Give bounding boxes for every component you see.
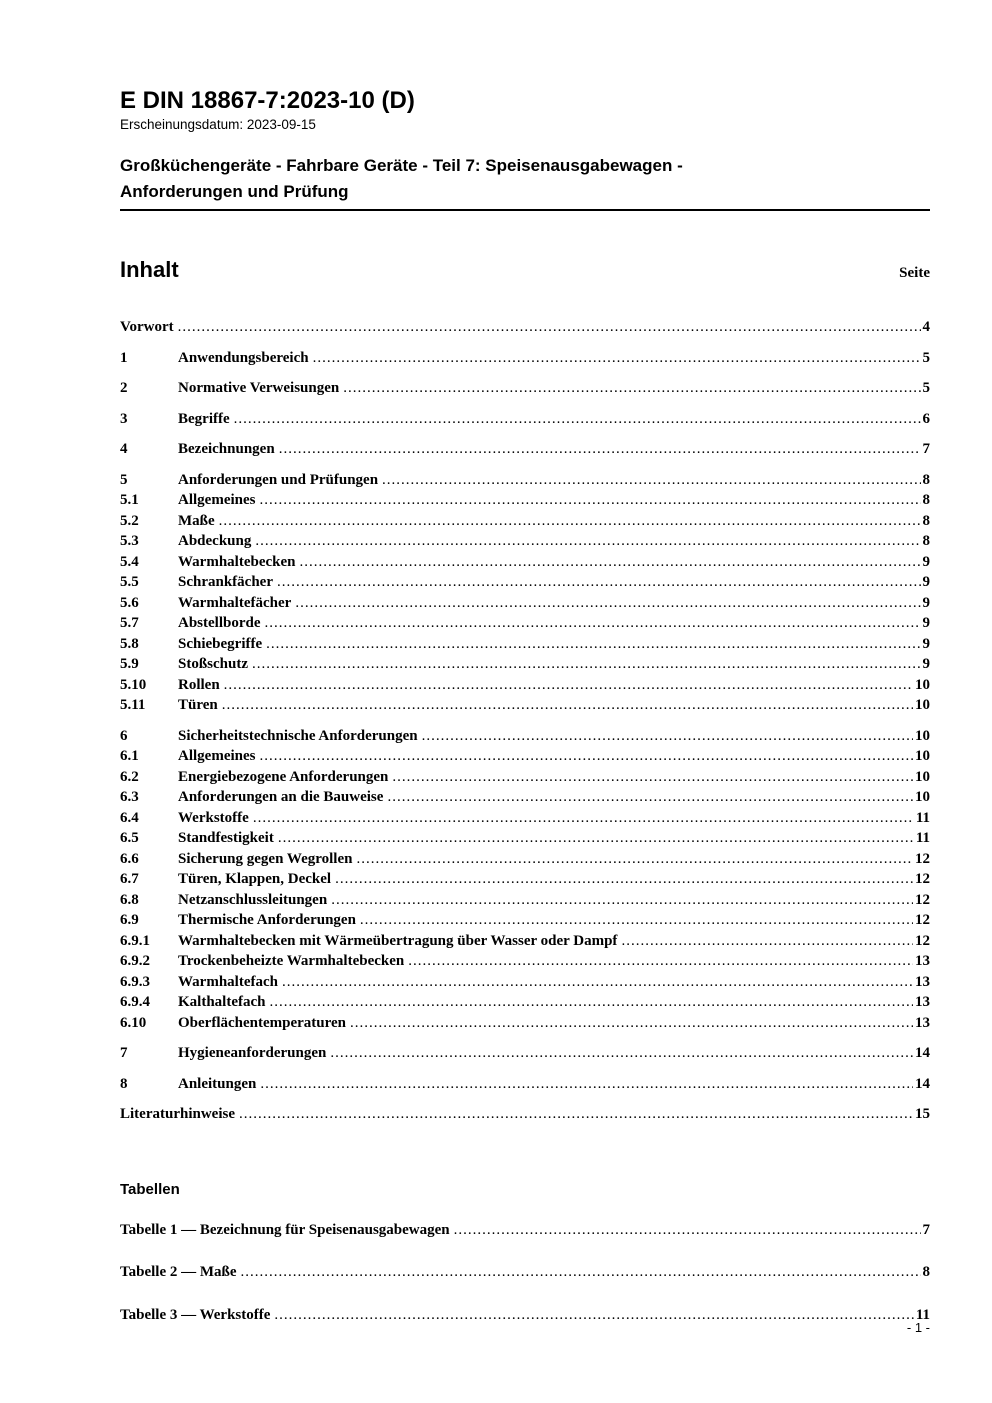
toc-leader-dots (382, 470, 920, 491)
toc-entry-number: 3 (120, 410, 128, 427)
toc-entry (120, 746, 930, 767)
toc-entry-page: 12 (915, 891, 930, 908)
toc-entry-title: Anforderungen und Prüfungen (178, 471, 379, 488)
toc-leader-dots (279, 439, 921, 460)
page-footer (907, 1320, 930, 1335)
toc-leader-dots (219, 511, 921, 532)
toc-entry-title: Maße (178, 512, 215, 529)
toc-leader-dots (387, 787, 913, 808)
toc-leader-dots (274, 1305, 913, 1326)
toc-entry-title: Warmhaltefach (178, 973, 278, 990)
toc-leader-dots (408, 951, 913, 972)
toc-entry-title: Thermische Anforderungen (178, 912, 356, 929)
toc-entry (120, 726, 930, 747)
toc-leader-dots (282, 972, 913, 993)
toc-entry-page: 10 (915, 697, 930, 714)
table-list-entry (120, 1220, 930, 1241)
tables-list (120, 1220, 930, 1326)
toc-entry-number: 6.6 (120, 850, 139, 867)
toc-entry-title: Vorwort (120, 319, 174, 336)
toc-leader-dots (255, 531, 920, 552)
toc-entry-number: 5.4 (120, 553, 139, 570)
toc-entry-title: Stoßschutz (178, 656, 249, 673)
toc-entry (120, 767, 930, 788)
toc-entry-number: 6.1 (120, 748, 139, 765)
toc-entry-number: 5.2 (120, 512, 139, 529)
toc-leader-dots (300, 552, 921, 573)
toc-entry (120, 470, 930, 491)
toc-leader-dots (241, 1262, 921, 1283)
toc-leader-dots (621, 931, 913, 952)
toc-entry-number: 6.8 (120, 891, 139, 908)
toc-entry-title: Kalthaltefach (178, 994, 266, 1011)
toc-leader-dots (295, 593, 920, 614)
toc-entry-title: Oberflächentemperaturen (178, 1014, 347, 1031)
toc-leader-dots (454, 1220, 921, 1241)
toc-entry (120, 787, 930, 808)
toc-leader-dots (392, 767, 913, 788)
toc-entry-page: 12 (915, 912, 930, 929)
toc-entry-page: 4 (922, 319, 930, 336)
toc-entry-number: 5.7 (120, 615, 139, 632)
toc-entry-title: Standfestigkeit (178, 830, 274, 847)
document-subtitle (120, 153, 930, 204)
toc-leader-dots (252, 654, 920, 675)
toc-entry-page: 10 (915, 676, 930, 693)
toc-leader-dots (278, 828, 914, 849)
header-rule (120, 209, 930, 211)
toc-entry-page: 8 (922, 533, 930, 550)
toc-leader-dots (356, 849, 913, 870)
toc-entry (120, 654, 930, 675)
toc-entry-page: 8 (922, 1264, 930, 1281)
toc-leader-dots (224, 675, 913, 696)
toc-leader-dots (178, 317, 921, 338)
toc-entry (120, 849, 930, 870)
toc-entry-page: 11 (915, 830, 930, 847)
toc-entry-page: 10 (915, 789, 930, 806)
toc-entry-title: Literaturhinweise (120, 1106, 235, 1123)
toc-entry-number: 6.9.2 (120, 953, 150, 970)
toc-entry-title: Schrankfächer (178, 574, 273, 591)
toc-leader-dots (313, 348, 921, 369)
toc-leader-dots (343, 378, 920, 399)
toc-leader-dots (266, 634, 920, 655)
toc-page-label: Seite (899, 265, 930, 282)
toc-entry-title: Begriffe (178, 410, 230, 427)
toc-entry (120, 552, 930, 573)
toc-entry-number: 5.8 (120, 635, 139, 652)
toc-entry-title: Rollen (178, 676, 220, 693)
toc-entry (120, 828, 930, 849)
toc-entry-page: 13 (915, 953, 930, 970)
tables-heading: Tabellen (120, 1180, 180, 1198)
toc-entry (120, 572, 930, 593)
toc-entry-page: 8 (922, 492, 930, 509)
toc-entry (120, 531, 930, 552)
toc-entry-title: Anwendungsbereich (178, 349, 309, 366)
table-of-contents (120, 257, 930, 1325)
toc-leader-dots (270, 992, 914, 1013)
toc-leader-dots (259, 490, 920, 511)
toc-entry-title: Sicherheitstechnische Anforderungen (178, 727, 418, 744)
toc-entry-title: Bezeichnungen (178, 441, 275, 458)
toc-entry-page: 9 (922, 574, 930, 591)
toc-list (120, 317, 930, 1125)
toc-entry-page: 11 (915, 809, 930, 826)
toc-entry-number: 5.6 (120, 594, 139, 611)
toc-entry (120, 634, 930, 655)
toc-entry-title: Abstellborde (178, 615, 261, 632)
toc-entry-page: 7 (922, 441, 930, 458)
toc-entry-title: Türen (178, 697, 218, 714)
toc-entry-page: 10 (915, 768, 930, 785)
toc-entry-title: Werkstoffe (178, 809, 249, 826)
toc-entry (120, 869, 930, 890)
toc-entry (120, 951, 930, 972)
toc-entry (120, 972, 930, 993)
toc-entry-number: 6 (120, 727, 128, 744)
toc-leader-dots (259, 746, 913, 767)
toc-entry-title: Trockenbeheizte Warmhaltebecken (178, 953, 405, 970)
toc-entry (120, 1074, 930, 1095)
toc-entry-number: 5.3 (120, 533, 139, 550)
toc-entry-title: Warmhaltefächer (178, 594, 292, 611)
toc-entry-number: 6.3 (120, 789, 139, 806)
toc-entry (120, 613, 930, 634)
publication-date: Erscheinungsdatum: 2023-09-15 (120, 117, 316, 133)
toc-entry (120, 378, 930, 399)
toc-entry-page: 8 (922, 512, 930, 529)
document-subtitle-line2: Anforderungen und Prüfung (120, 181, 349, 201)
toc-entry-page: 9 (922, 656, 930, 673)
toc-entry (120, 593, 930, 614)
toc-entry-page: 5 (922, 380, 930, 397)
document-title: E DIN 18867-7:2023-10 (D) (120, 87, 415, 114)
toc-entry-title: Hygieneanforderungen (178, 1045, 327, 1062)
toc-entry-number: 6.2 (120, 768, 139, 785)
toc-entry-number: 6.4 (120, 809, 139, 826)
toc-entry (120, 890, 930, 911)
document-header (120, 88, 930, 211)
toc-entry-title: Energiebezogene Anforderungen (178, 768, 389, 785)
toc-leader-dots (330, 1043, 913, 1064)
toc-entry-page: 8 (922, 471, 930, 488)
table-list-entry (120, 1262, 930, 1283)
toc-entry-number: 6.5 (120, 830, 139, 847)
toc-entry (120, 695, 930, 716)
toc-entry-number: 6.9.3 (120, 973, 150, 990)
toc-leader-dots (277, 572, 921, 593)
toc-entry-title: Sicherung gegen Wegrollen (178, 850, 353, 867)
toc-entry-number: 7 (120, 1045, 128, 1062)
toc-entry-number: 5 (120, 471, 128, 488)
toc-entry-number: 6.9 (120, 912, 139, 929)
toc-leader-dots (265, 613, 921, 634)
toc-entry-number: 5.9 (120, 656, 139, 673)
toc-leader-dots (422, 726, 913, 747)
toc-entry-number: 6.7 (120, 871, 139, 888)
toc-entry (120, 317, 930, 338)
toc-leader-dots (239, 1104, 913, 1125)
document-subtitle-line1: Großküchengeräte - Fahrbare Geräte - Teil 7: Speisenausgabewagen - (120, 156, 683, 176)
toc-leader-dots (331, 890, 913, 911)
toc-entry-number: 6.9.4 (120, 994, 150, 1011)
toc-entry (120, 439, 930, 460)
toc-entry-page: 9 (922, 615, 930, 632)
toc-entry-page: 13 (915, 1014, 930, 1031)
toc-entry-number: 2 (120, 380, 128, 397)
toc-entry-page: 12 (915, 871, 930, 888)
toc-entry-page: 5 (922, 349, 930, 366)
toc-entry-title: Allgemeines (178, 748, 256, 765)
toc-entry-number: 5.1 (120, 492, 139, 509)
toc-entry-number: 8 (120, 1075, 128, 1092)
toc-entry-number: 4 (120, 441, 128, 458)
toc-entry-page: 13 (915, 994, 930, 1011)
toc-entry-title: Schiebegriffe (178, 635, 263, 652)
toc-entry-title: Anforderungen an die Bauweise (178, 789, 384, 806)
toc-leader-dots (350, 1013, 913, 1034)
toc-entry (120, 1043, 930, 1064)
toc-entry (120, 808, 930, 829)
toc-entry-page: 6 (922, 410, 930, 427)
toc-leader-dots (234, 409, 921, 430)
toc-entry-number: 6.9.1 (120, 932, 150, 949)
toc-entry-page: 7 (922, 1221, 930, 1238)
toc-heading: Inhalt (120, 257, 179, 283)
table-list-entry (120, 1305, 930, 1326)
toc-entry-page: 14 (915, 1075, 930, 1092)
toc-entry-page: 15 (915, 1106, 930, 1123)
toc-entry-title: Tabelle 1 — Bezeichnung für Speisenausgabewagen (120, 1221, 450, 1238)
toc-entry-number: 5.10 (120, 676, 147, 693)
toc-entry-title: Tabelle 2 — Maße (120, 1264, 237, 1281)
toc-entry (120, 1013, 930, 1034)
toc-entry-page: 11 (915, 1306, 930, 1323)
toc-entry (120, 511, 930, 532)
toc-entry-page: 9 (922, 635, 930, 652)
toc-entry-page: 12 (915, 932, 930, 949)
toc-entry (120, 409, 930, 430)
toc-entry-page: 9 (922, 553, 930, 570)
toc-entry-number: 1 (120, 349, 128, 366)
toc-entry (120, 675, 930, 696)
toc-header-row (120, 257, 930, 283)
toc-entry-page: 9 (922, 594, 930, 611)
toc-entry-title: Abdeckung (178, 533, 252, 550)
toc-entry-title: Allgemeines (178, 492, 256, 509)
toc-leader-dots (253, 808, 914, 829)
toc-leader-dots (222, 695, 913, 716)
toc-entry (120, 1104, 930, 1125)
toc-entry-title: Anleitungen (178, 1075, 257, 1092)
toc-entry-page: 12 (915, 850, 930, 867)
toc-entry-title: Normative Verweisungen (178, 380, 340, 397)
toc-leader-dots (360, 910, 913, 931)
toc-entry-title: Warmhaltebecken mit Wärmeübertragung über Wasser oder Dampf (178, 932, 618, 949)
toc-entry (120, 348, 930, 369)
page-number: - 1 - (906, 1320, 930, 1335)
toc-entry-page: 13 (915, 973, 930, 990)
toc-entry (120, 490, 930, 511)
toc-entry-page: 10 (915, 727, 930, 744)
toc-entry (120, 910, 930, 931)
toc-entry-title: Tabelle 3 — Werkstoffe (120, 1306, 271, 1323)
toc-entry-number: 6.10 (120, 1014, 147, 1031)
toc-entry-page: 14 (915, 1045, 930, 1062)
toc-entry-page: 10 (915, 748, 930, 765)
toc-entry-title: Türen, Klappen, Deckel (178, 871, 332, 888)
toc-entry-title: Warmhaltebecken (178, 553, 296, 570)
toc-entry-title: Netzanschlussleitungen (178, 891, 328, 908)
toc-entry (120, 992, 930, 1013)
toc-entry (120, 931, 930, 952)
toc-entry-number: 5.11 (120, 697, 146, 714)
toc-leader-dots (335, 869, 913, 890)
toc-leader-dots (260, 1074, 913, 1095)
toc-entry-number: 5.5 (120, 574, 139, 591)
